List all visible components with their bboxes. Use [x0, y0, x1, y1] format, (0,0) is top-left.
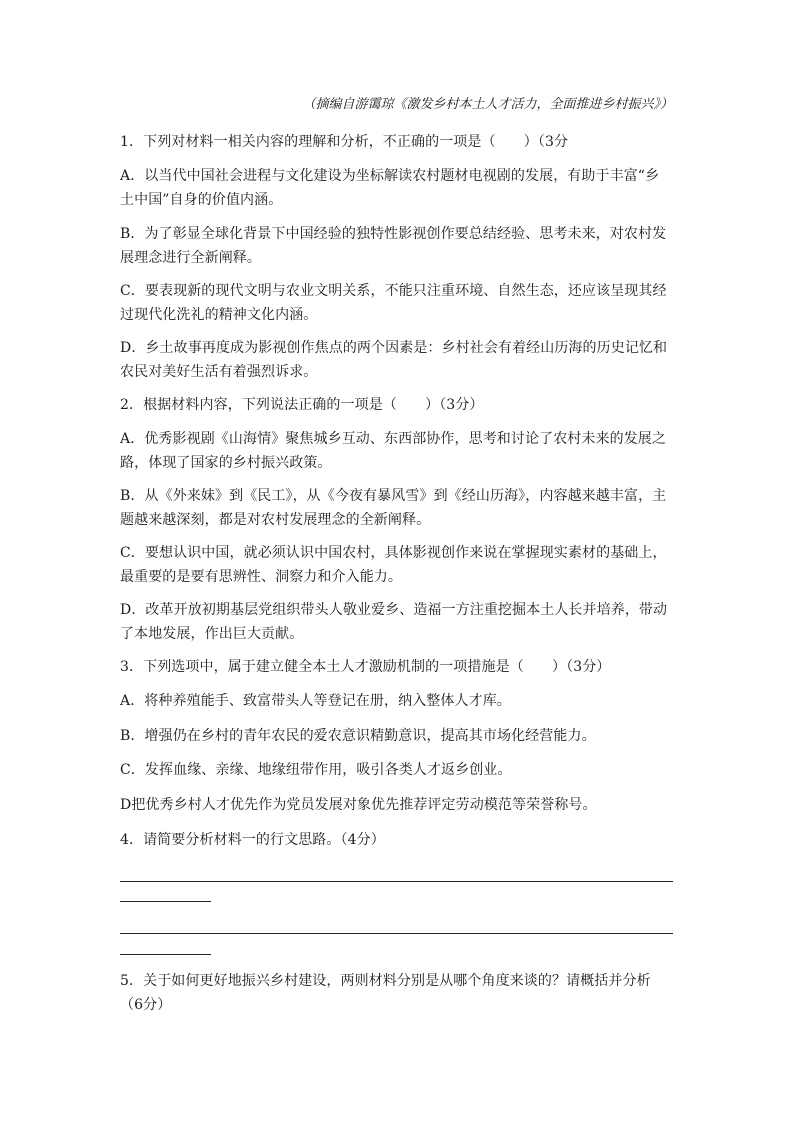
question-2-option-b: B．从《外来妹》到《民工》，从《今夜有暴风雪》到《经山历海》，内容越来越丰富，主题越来越深刻，都是对农村发展理念的全新阐释。	[120, 488, 667, 528]
question-1-option-d: D．乡土故事再度成为影视创作焦点的两个因素是：乡村社会有着经山历海的历史记忆和农民对美好生活有着强烈诉求。	[120, 340, 668, 380]
question-3-option-a: A．将种养殖能手、致富带头人等登记在册，纳入整体人才库。	[120, 693, 511, 709]
question-2-option-d: D．改革开放初期基层党组织带头人敬业爱乡、造福一方注重挖掘本土人长并培养，带动了本地发展，作出巨大贡献。	[120, 602, 668, 642]
answer-line[interactable]	[120, 933, 673, 934]
answer-line-short[interactable]	[120, 954, 211, 955]
question-3-stem: 3．下列选项中，属于建立健全本土人才激励机制的一项措施是（ ）（3分）	[120, 659, 611, 675]
question-2-option-c: C．要想认识中国，就必须认识中国农村，具体影视创作来说在掌握现实素材的基础上，最重要的是要有思辨性、洞察力和介入能力。	[120, 545, 667, 585]
question-3-option-c: C．发挥血缘、亲缘、地缘纽带作用，吸引各类人才返乡创业。	[120, 762, 512, 778]
question-3-option-d: D把优秀乡村人才优先作为党员发展对象优先推荐评定劳动模范等荣誉称号。	[120, 797, 597, 813]
question-1-option-b: B．为了彰显全球化背景下中国经验的独特性影视创作要总结经验、思考未来，对农村发展理念进行全新阐释。	[120, 226, 667, 266]
question-5-stem: 5．关于如何更好地振兴乡村建设，两则材料分别是从哪个角度来谈的？请概括并分析（6分）	[120, 973, 651, 1013]
answer-line[interactable]	[120, 881, 673, 882]
question-1-stem: 1．下列对材料一相关内容的理解和分析，不正确的一项是（ ）（3分	[120, 134, 569, 150]
question-1-option-c: C．要表现新的现代文明与农业文明关系，不能只注重环境、自然生态，还应该呈现其经过现代化洗礼的精神文化内涵。	[120, 283, 667, 323]
question-4-stem: 4．请简要分析材料一的行文思路。（4分）	[120, 832, 385, 848]
question-2-option-a: A．优秀影视剧《山海情》聚焦城乡互动、东西部协作，思考和讨论了农村未来的发展之路，体现了国家的乡村振兴政策。	[120, 431, 667, 471]
source-citation: （摘编自游霭琼《激发乡村本土人才活力，全面推进乡村振兴》）	[302, 97, 673, 112]
question-2-stem: 2．根据材料内容，下列说法正确的一项是（ ）（3分）	[120, 397, 484, 413]
answer-line-short[interactable]	[120, 901, 211, 902]
question-3-option-b: B．增强仍在乡村的青年农民的爱农意识精勤意识，提高其市场化经营能力。	[120, 728, 596, 744]
question-1-option-a: A．以当代中国社会进程与文化建设为坐标解读农村题材电视剧的发展，有助于丰富“乡土中国”自身的价值内涵。	[120, 168, 660, 208]
